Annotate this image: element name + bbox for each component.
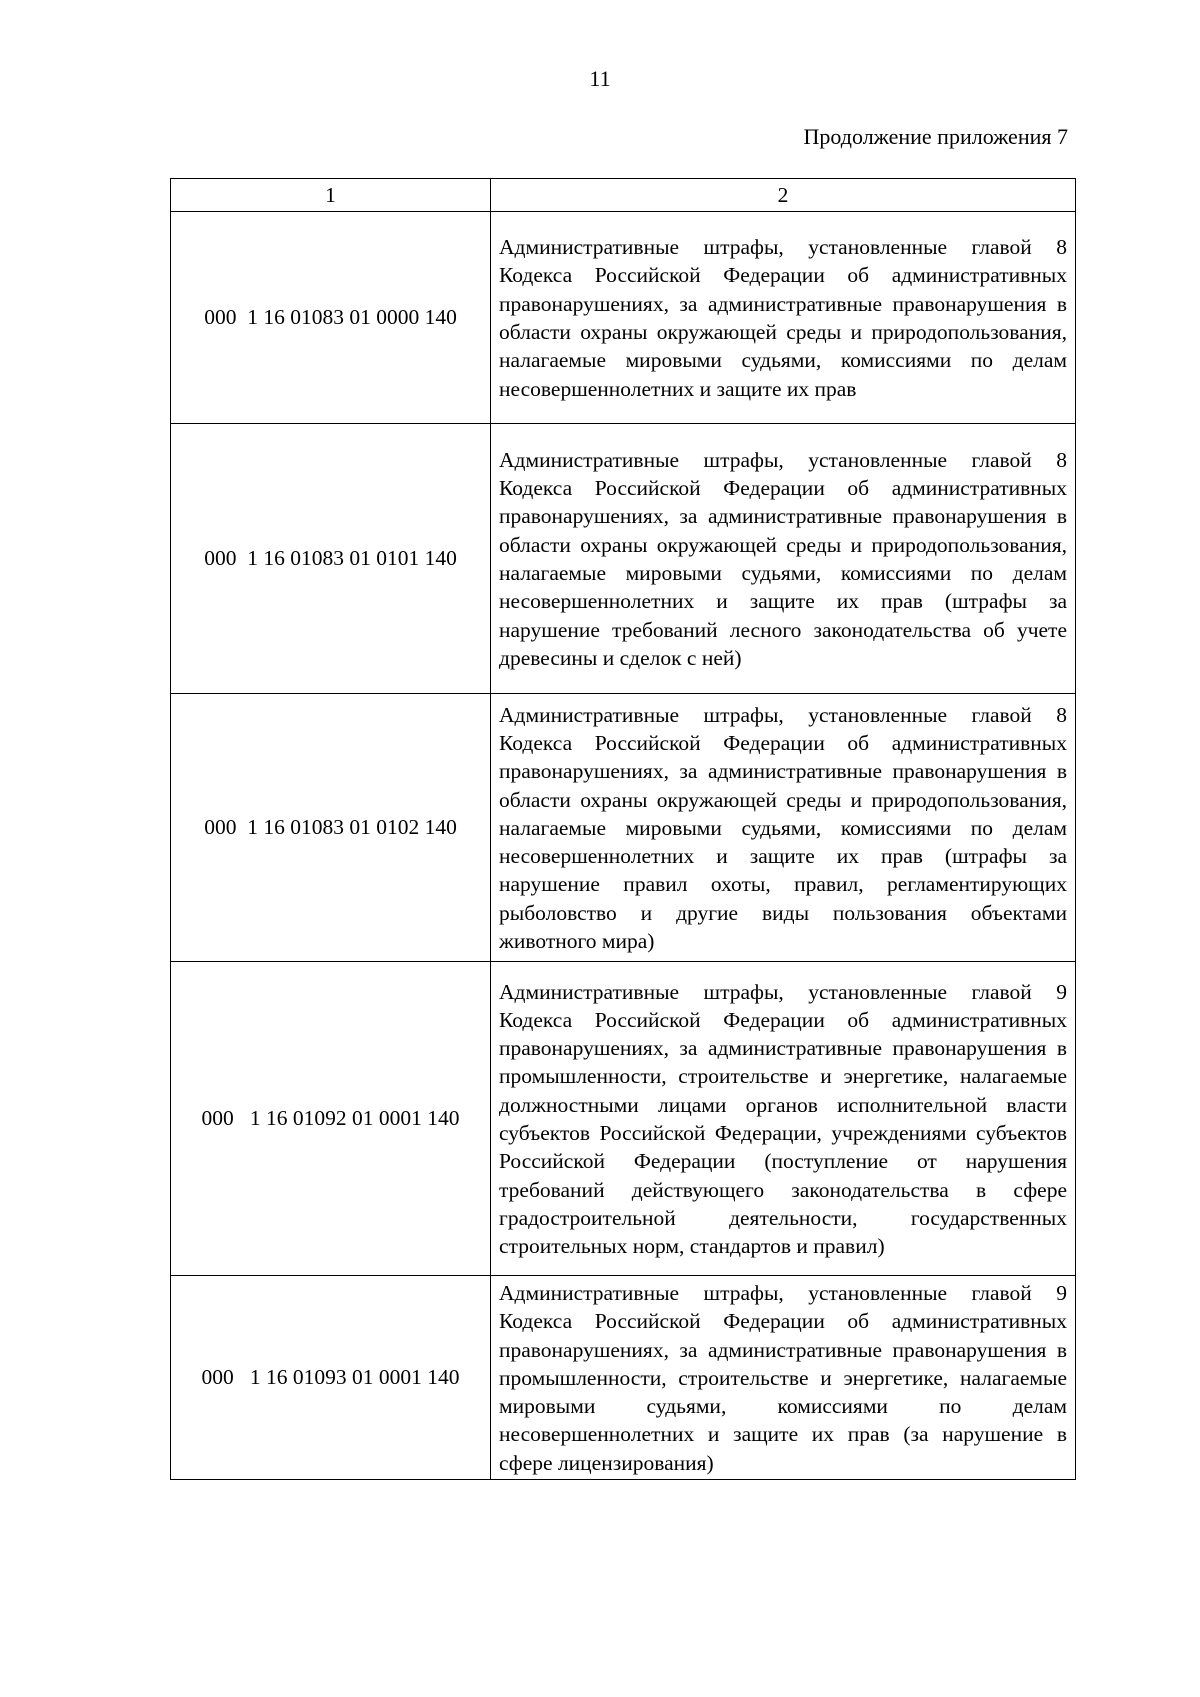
budget-code-cell: 000 1 16 01083 01 0102 140	[171, 694, 491, 962]
budget-codes-table	[170, 178, 1076, 1480]
description-cell: Административные штрафы, установленные главой 9 Кодекса Российской Федерации об административных правонарушениях, за административные правонарушения в промышленности, строительстве и энергетике, налагаемые мировыми судьями, комиссиями по делам несовершеннолетних и защите их прав (за нарушение в сфере лицензирования)	[491, 1276, 1076, 1480]
table-header-row	[171, 179, 1076, 212]
description-cell: Административные штрафы, установленные главой 8 Кодекса Российской Федерации об административных правонарушениях, за административные правонарушения в области охраны окружающей среды и природопользования, налагаемые мировыми судьями, комиссиями по делам несовершеннолетних и защите их прав	[491, 212, 1076, 424]
table-row	[171, 962, 1076, 1276]
budget-code-cell: 000 1 16 01093 01 0001 140	[171, 1276, 491, 1480]
appendix-caption: Продолжение приложения 7	[803, 124, 1068, 149]
page-number: 11	[589, 66, 611, 91]
column-header-2: 2	[491, 179, 1076, 212]
budget-code-cell: 000 1 16 01083 01 0000 140	[171, 212, 491, 424]
description-cell: Административные штрафы, установленные главой 8 Кодекса Российской Федерации об административных правонарушениях, за административные правонарушения в области охраны окружающей среды и природопользования, налагаемые мировыми судьями, комиссиями по делам несовершеннолетних и защите их прав (штрафы за нарушение требований лесного законодательства об учете древесины и сделок с ней)	[491, 424, 1076, 694]
table-row	[171, 212, 1076, 424]
table-row	[171, 424, 1076, 694]
table-row	[171, 1276, 1076, 1480]
budget-code-cell: 000 1 16 01083 01 0101 140	[171, 424, 491, 694]
description-cell: Административные штрафы, установленные главой 8 Кодекса Российской Федерации об административных правонарушениях, за административные правонарушения в области охраны окружающей среды и природопользования, налагаемые мировыми судьями, комиссиями по делам несовершеннолетних и защите их прав (штрафы за нарушение правил охоты, правил, регламентирующих рыболовство и другие виды пользования объектами животного мира)	[491, 694, 1076, 962]
description-cell: Административные штрафы, установленные главой 9 Кодекса Российской Федерации об административных правонарушениях, за административные правонарушения в промышленности, строительстве и энергетике, налагаемые должностными лицами органов исполнительной власти субъектов Российской Федерации, учреждениями субъектов Российской Федерации (поступление от нарушения требований действующего законодательства в сфере градостроительной деятельности, государственных строительных норм, стандартов и правил)	[491, 962, 1076, 1276]
column-header-1: 1	[171, 179, 491, 212]
table-row	[171, 694, 1076, 962]
budget-code-cell: 000 1 16 01092 01 0001 140	[171, 962, 491, 1276]
